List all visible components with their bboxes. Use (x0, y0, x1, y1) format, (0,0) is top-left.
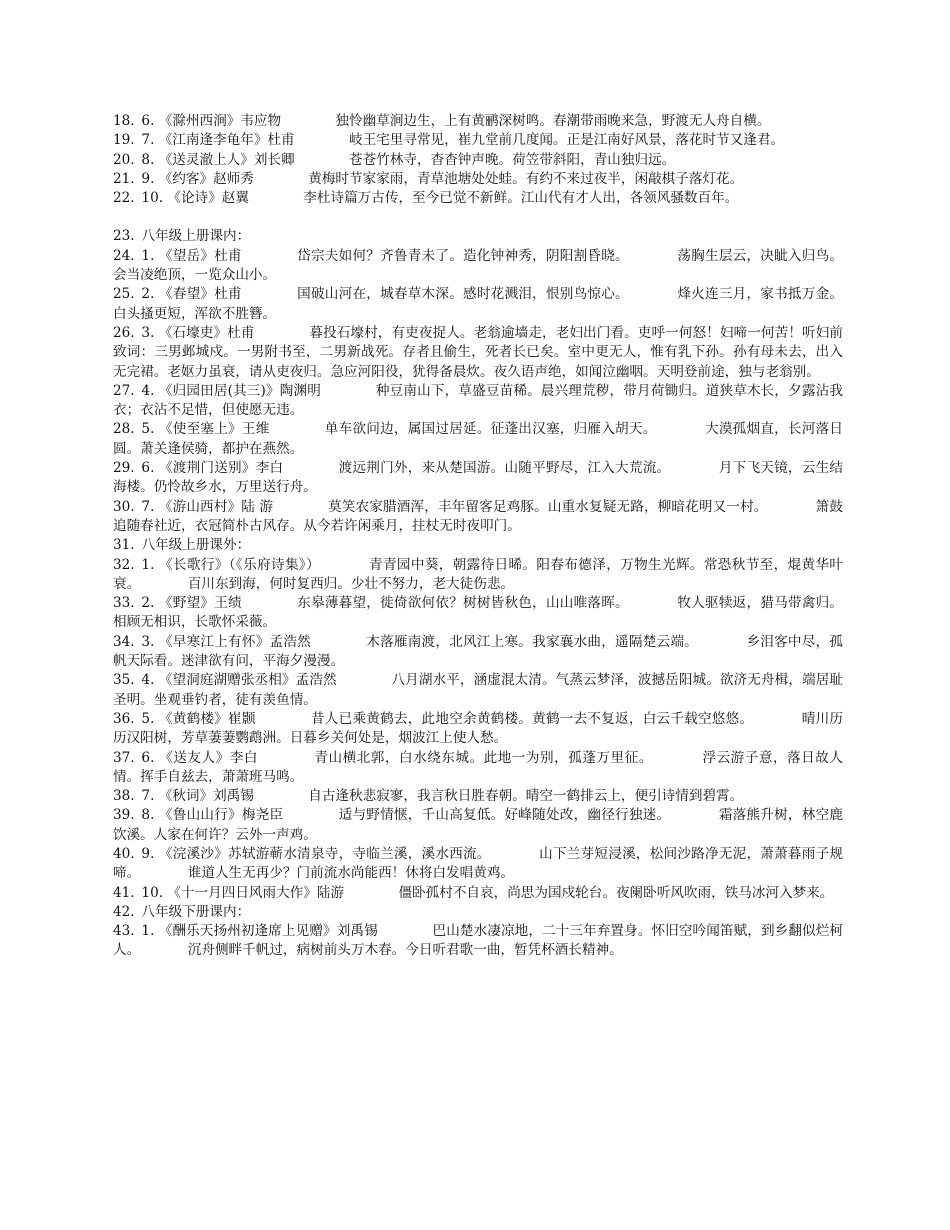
item-number: 25. (113, 286, 135, 303)
item-number: 38. (113, 788, 135, 805)
item-text: 3. 《早寒江上有怀》孟浩然 木落雁南渡，北风江上寒。我家襄水曲，遥隔楚云端。 乡泪客中尽，孤帆天际看。迷津欲有问，平海夕漫漫。 (113, 633, 843, 670)
list-item (113, 420, 843, 459)
item-number: 32. (113, 556, 135, 573)
list-item (113, 787, 843, 806)
list-item (113, 671, 843, 710)
item-number: 22. (113, 190, 135, 207)
list-item (113, 556, 843, 595)
item-number: 33. (113, 595, 135, 612)
item-number: 35. (113, 672, 135, 689)
item-number: 24. (113, 247, 135, 264)
list-item (113, 749, 843, 788)
item-text: 3. 《石壕吏》杜甫 暮投石壕村，有吏夜捉人。老翁逾墙走，老妇出门看。吏呼一何怒！妇啼一何苦！听妇前致词：三男邺城戍。一男附书至，二男新战死。存者且偷生，死者长已矣。室中更无人，惟有乳下孙。孙有母未去，出入无完裙。老妪力虽衰，请从吏夜归。急应河阳役，犹得备晨炊。夜久语声绝，如闻泣幽咽。天明登前途，独与老翁别。 (113, 324, 843, 380)
item-text: 6. 《滁州西涧》韦应物 独怜幽草涧边生，上有黄鹂深树鸣。春潮带雨晚来急，野渡无人舟自横。 (141, 113, 771, 129)
item-text: 1. 《酬乐天扬州初逢席上见赠》刘禹锡 巴山楚水凄凉地，二十三年弃置身。怀旧空吟闻笛赋，到乡翻似烂柯人。 沉舟侧畔千帆过，病树前头万木春。今日听君歌一曲，暂凭杯酒长精神。 (113, 923, 843, 959)
item-text: 7. 《秋词》刘禹锡 自古逢秋悲寂寥，我言秋日胜春朝。晴空一鹤排云上，便引诗情到碧霄。 (141, 788, 744, 805)
list-item (113, 170, 843, 189)
item-text: 八年级下册课内： (141, 903, 251, 920)
item-text: 1. 《望岳》杜甫 岱宗夫如何？齐鲁青未了。造化钟神秀，阴阳割昏晓。 荡胸生层云，决眦入归鸟。会当凌绝顶，一览众山小。 (113, 247, 843, 284)
list-item (113, 227, 843, 246)
list-item (113, 498, 843, 537)
list-item (113, 247, 843, 286)
list-item (113, 710, 843, 749)
item-number: 31. (113, 537, 135, 554)
list-item (113, 922, 843, 961)
item-text: 5. 《使至塞上》王维 单车欲问边，属国过居延。征蓬出汉塞，归雁入胡天。 大漠孤烟直，长河落日圆。萧关逢侯骑，都护在燕然。 (113, 421, 843, 457)
item-text: 10. 《论诗》赵翼 李杜诗篇万古传，至今已觉不新鲜。江山代有才人出，各领风骚数百年。 (141, 190, 739, 207)
list-item (113, 324, 843, 382)
item-number: 41. (113, 884, 135, 901)
list-item (113, 536, 843, 555)
item-text: 2. 《野望》王绩 东皋薄暮望，徙倚欲何依？树树皆秋色，山山唯落晖。 牧人驱犊返，猎马带禽归。相顾无相识，长歌怀采薇。 (113, 595, 843, 631)
list-item (113, 594, 843, 633)
item-number: 34. (113, 633, 135, 650)
item-number: 27. (113, 382, 135, 399)
item-text: 6. 《送友人》李白 青山横北郭，白水绕东城。此地一为别，孤蓬万里征。 浮云游子意，落日故人情。挥手自兹去，萧萧班马鸣。 (113, 749, 843, 785)
paragraph-spacer (113, 208, 843, 227)
item-number: 23. (113, 228, 135, 245)
item-number: 36. (113, 710, 135, 727)
item-number: 18. (113, 113, 135, 129)
item-number: 43. (113, 923, 135, 940)
list-item (113, 459, 843, 498)
item-text: 9. 《约客》赵师秀 黄梅时节家家雨，青草池塘处处蛙。有约不来过夜半，闲敲棋子落灯花。 (141, 170, 744, 187)
list-item (113, 845, 843, 884)
item-number: 21. (113, 170, 135, 187)
item-text: 9. 《浣溪沙》苏轼游蕲水清泉寺，寺临兰溪，溪水西流。 山下兰芽短浸溪，松间沙路净无泥，萧萧暮雨子规啼。 谁道人生无再少？门前流水尚能西！休将白发唱黄鸡。 (113, 845, 843, 882)
item-number: 20. (113, 151, 135, 168)
item-text: 10. 《十一月四日风雨大作》陆游 僵卧孤村不自哀，尚思为国戍轮台。夜阑卧听风吹雨，铁马冰河入梦来。 (141, 884, 834, 901)
list-item (113, 131, 843, 150)
list-item (113, 884, 843, 903)
list-item (113, 112, 843, 131)
item-text: 4. 《望洞庭湖赠张丞相》孟浩然 八月湖水平，涵虚混太清。气蒸云梦泽，波撼岳阳城。欲济无舟楫，端居耻圣明。坐观垂钓者，徒有羡鱼情。 (113, 672, 843, 708)
item-number: 30. (113, 498, 135, 515)
item-number: 19. (113, 132, 135, 149)
item-text: 5. 《黄鹤楼》崔颢 昔人已乘黄鹤去，此地空余黄鹤楼。黄鹤一去不复返，白云千载空悠悠。 晴川历历汉阳树，芳草萋萋鹦鹉洲。日暮乡关何处是，烟波江上使人愁。 (113, 710, 843, 747)
item-number: 39. (113, 807, 135, 824)
list-item (113, 382, 843, 421)
list-item (113, 189, 843, 208)
list-item (113, 285, 843, 324)
item-text: 8. 《鲁山山行》梅尧臣 适与野情惬，千山高复低。好峰随处改，幽径行独迷。 霜落熊升树，林空鹿饮溪。人家在何许？云外一声鸡。 (113, 807, 843, 843)
item-text: 1. 《长歌行》（《乐府诗集》） 青青园中葵，朝露待日晞。阳春布德泽，万物生光辉。常恐秋节至，焜黄华叶衰。 百川东到海，何时复西归。少壮不努力，老大徒伤悲。 (113, 556, 843, 592)
item-number: 42. (113, 903, 135, 920)
item-text: 6. 《渡荆门送别》李白 渡远荆门外，来从楚国游。山随平野尽，江入大荒流。 月下飞天镜，云生结海楼。仍怜故乡水，万里送行舟。 (113, 460, 843, 496)
item-text: 2. 《春望》杜甫 国破山河在，城春草木深。感时花溅泪，恨别鸟惊心。 烽火连三月，家书抵万金。白头搔更短，浑欲不胜簪。 (113, 286, 843, 322)
item-text: 8. 《送灵澈上人》刘长卿 苍苍竹林寺，杳杳钟声晚。荷笠带斜阳，青山独归远。 (141, 151, 676, 168)
item-number: 28. (113, 421, 135, 438)
list-item (113, 151, 843, 170)
item-text: 八年级上册课外： (141, 537, 251, 554)
item-text: 4. 《归园田居(其三)》陶渊明 种豆南山下，草盛豆苗稀。晨兴理荒秽，带月荷锄归。道狭草木长，夕露沾我衣；衣沾不足惜，但使愿无违。 (113, 382, 843, 419)
list-item (113, 903, 843, 922)
list-item (113, 806, 843, 845)
item-number: 26. (113, 324, 135, 341)
item-number: 40. (113, 845, 135, 862)
list-item (113, 633, 843, 672)
item-text: 7. 《江南逢李龟年》杜甫 岐王宅里寻常见，崔九堂前几度闻。正是江南好风景，落花时节又逢君。 (141, 132, 785, 149)
item-number: 37. (113, 749, 135, 766)
item-number: 29. (113, 460, 135, 477)
item-text: 八年级上册课内： (141, 228, 251, 245)
item-text: 7. 《游山西村》陆 游 莫笑农家腊酒浑，丰年留客足鸡豚。山重水复疑无路，柳暗花明又一村。 箫鼓追随春社近，衣冠简朴古风存。从今若许闲乘月，拄杖无时夜叩门。 (113, 498, 843, 534)
document-body (113, 112, 843, 961)
